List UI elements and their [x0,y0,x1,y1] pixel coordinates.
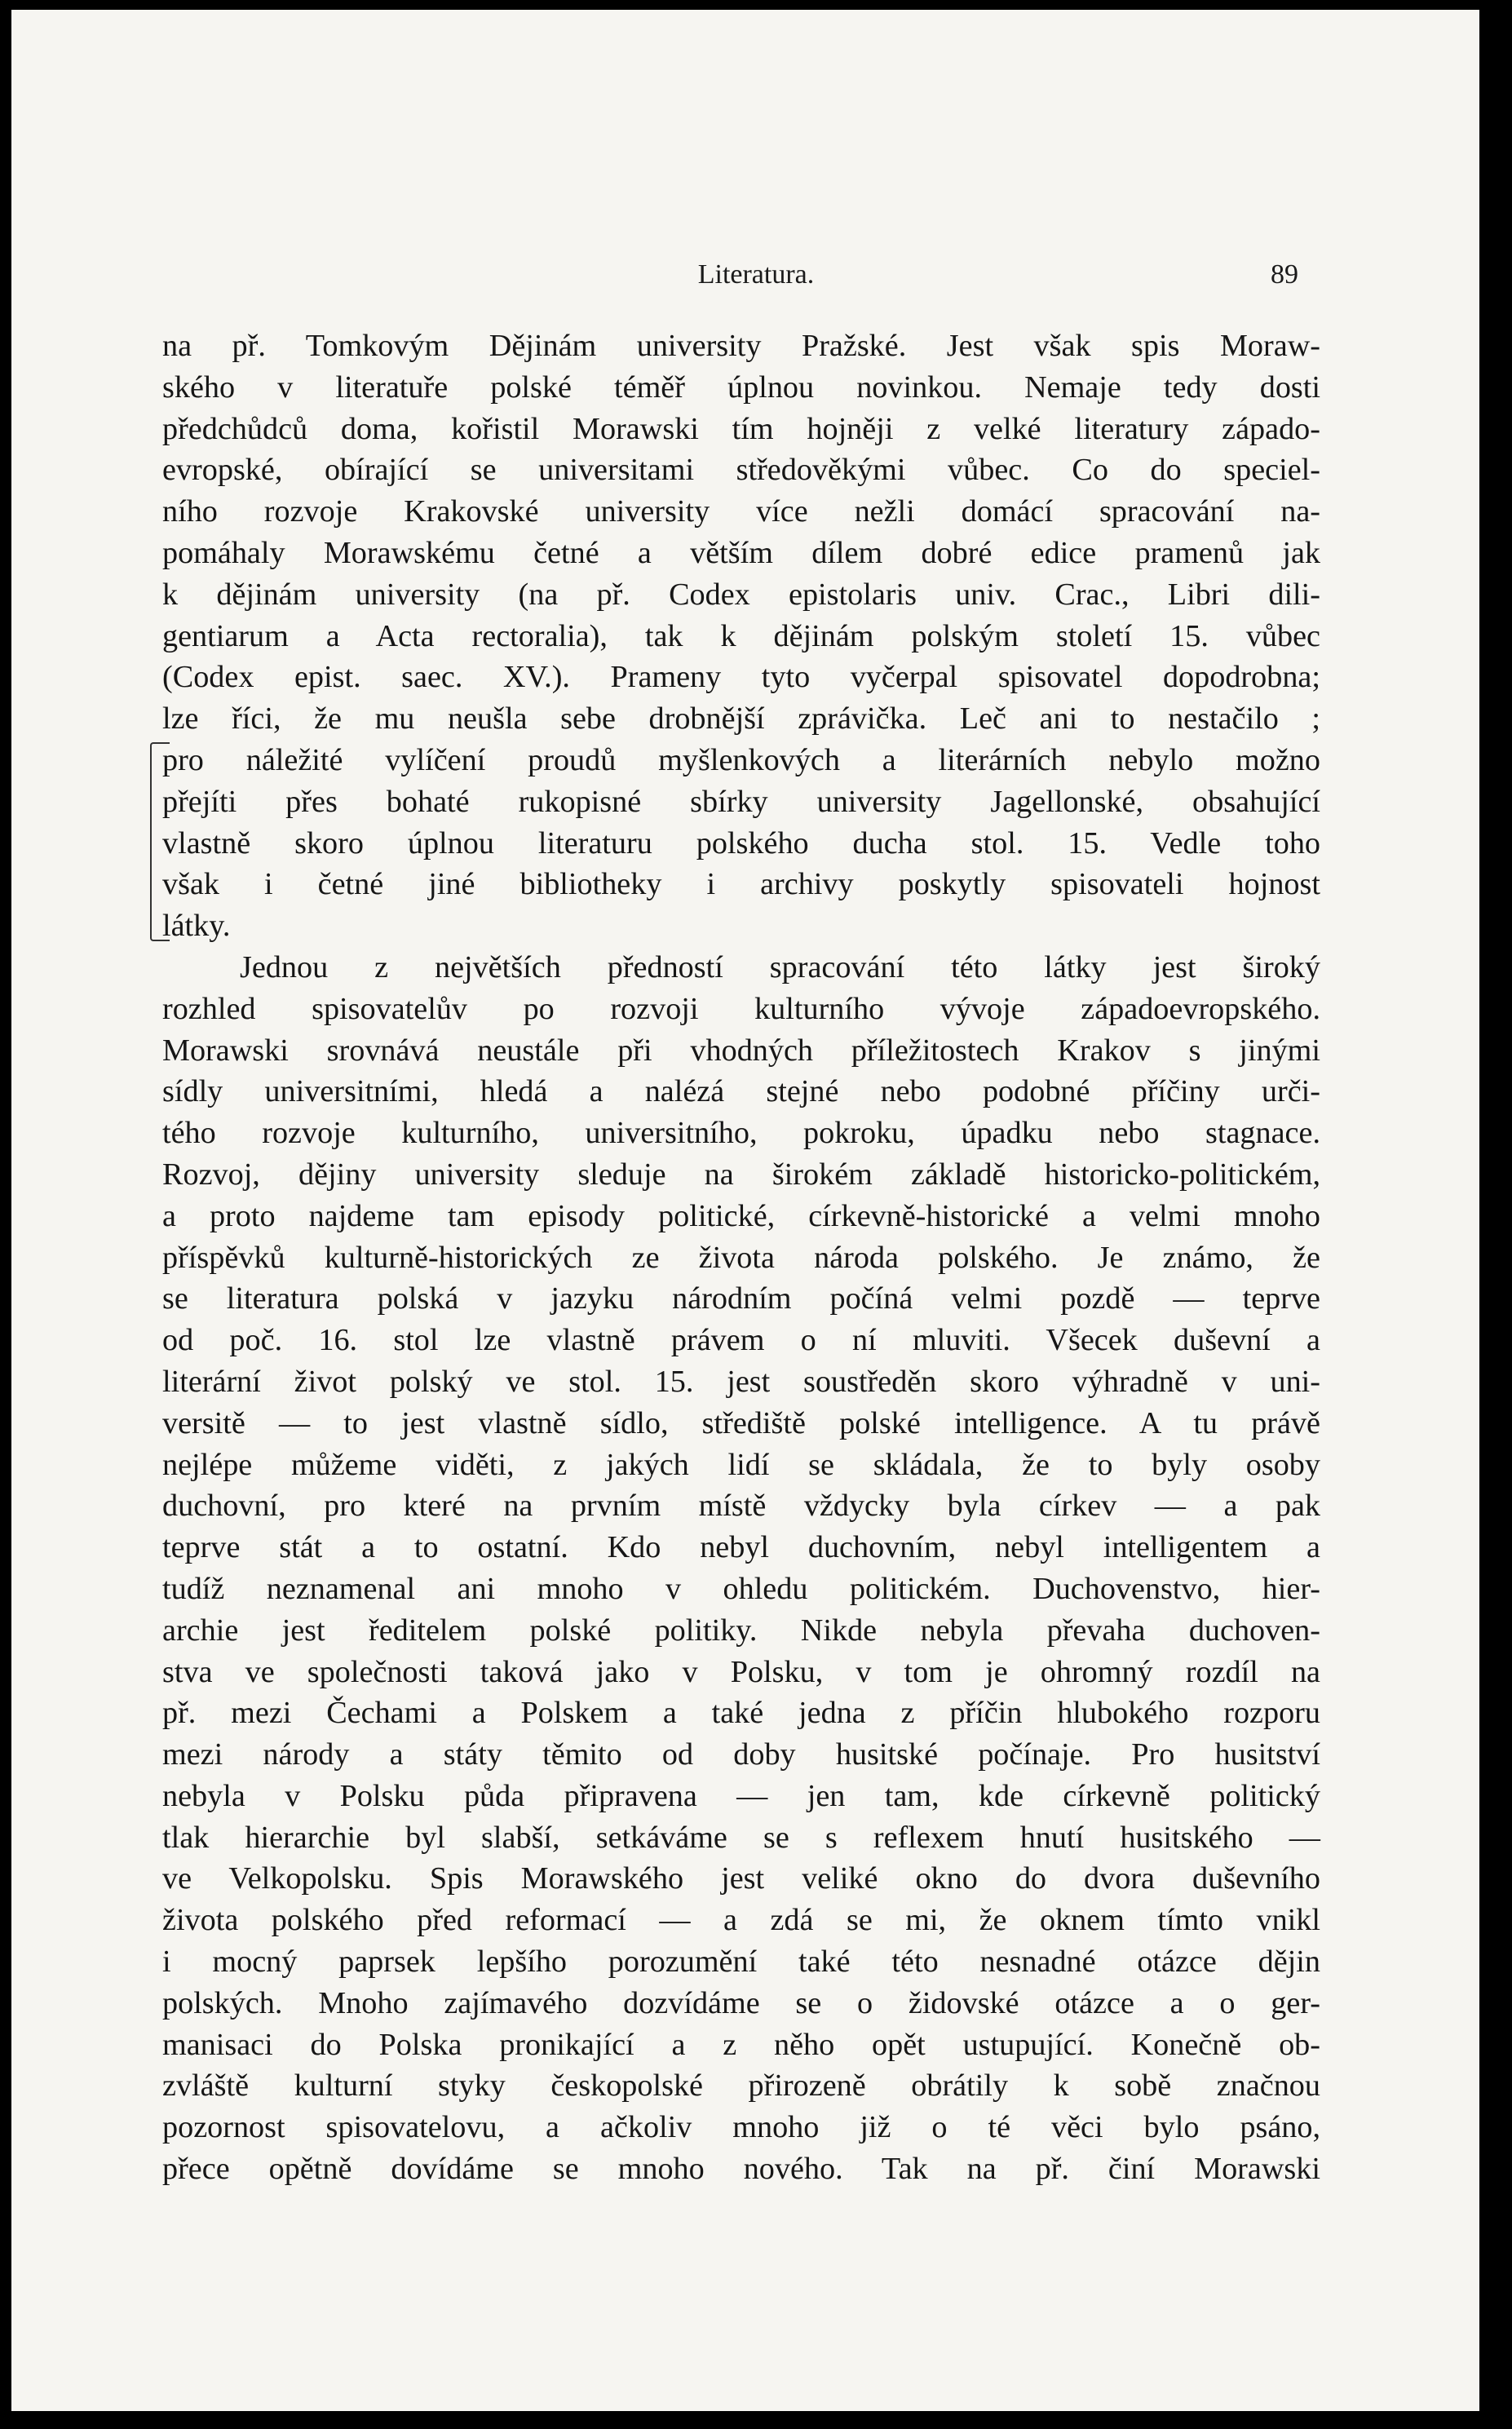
text-line: Jednou z největších předností spracování této látky jest široký [240,949,1320,984]
text-line: a proto najdeme tam episody politické, církevně-historické a velmi mnoho [162,1198,1320,1233]
text-line: vlastně skoro úplnou literaturu polského ducha stol. 15. Vedle toho [162,825,1320,861]
text-line: archie jest ředitelem polské politiky. Nikde nebyla převaha duchoven- [162,1613,1320,1648]
text-line: i mocný paprsek lepšího porozumění také této nesnadné otázce dějin [162,1945,1320,1980]
page-number: 89 [1271,259,1298,290]
text-line: manisaci do Polska pronikající a z něho opět ustupující. Konečně ob- [162,2027,1320,2062]
text-line: života polského před reformací — a zdá se mi, že oknem tímto vnikl [162,1903,1320,1938]
text-line: literární život polský ve stol. 15. jest soustředěn skoro výhradně v uni- [162,1364,1320,1399]
text-line: k dějinám university (na př. Codex epistolaris univ. Crac., Libri dili- [162,577,1320,612]
text-line: tlak hierarchie byl slabší, setkáváme se s reflexem hnutí husitského — [162,1820,1320,1855]
text-line: ního rozvoje Krakovské university více nežli domácí spracování na- [162,494,1320,529]
body-text [162,325,1320,2190]
text-line: od poč. 16. stol lze vlastně právem o ní mluviti. Všecek duševní a [162,1323,1320,1358]
text-line: tého rozvoje kulturního, universitního, pokroku, úpadku nebo stagnace. [162,1116,1320,1151]
text-line: zvláště kulturní styky českopolské přirozeně obrátily k sobě značnou [162,2068,1320,2104]
text-line: předchůdců doma, kořistil Morawski tím hojněji z velké literatury západo- [162,411,1320,446]
text-line: pomáhaly Morawskému četné a větším dílem dobré edice pramenů jak [162,535,1320,570]
text-line: nejlépe můžeme viděti, z jakých lidí se skládala, že to byly osoby [162,1447,1320,1482]
text-line: mezi národy a státy těmito od doby husitské počínaje. Pro husitství [162,1737,1320,1772]
text-line: však i četné jiné bibliotheky i archivy poskytly spisovateli hojnost [162,867,1320,902]
page-header [11,257,1479,293]
text-line: Rozvoj, dějiny university sleduje na širokém základě historicko-politickém, [162,1157,1320,1192]
text-line: stva ve společnosti taková jako v Polsku, v tom je ohromný rozdíl na [162,1654,1320,1689]
text-line: gentiarum a Acta rectoralia), tak k dějinám polským století 15. vůbec [162,618,1320,653]
text-line: přejíti přes bohaté rukopisné sbírky university Jagellonské, obsahující [162,784,1320,819]
book-page [11,10,1479,2411]
text-line: ského v literatuře polské téměř úplnou novinkou. Nemaje tedy dosti [162,369,1320,405]
text-line: versitě — to jest vlastně sídlo, střediště polské intelligence. A tu právě [162,1405,1320,1440]
text-line: přece opětně dovídáme se mnoho nového. Tak na př. činí Morawski [162,2152,1320,2187]
text-line: na př. Tomkovým Dějinám university Pražské. Jest však spis Moraw- [162,329,1320,363]
text-line: rozhled spisovatelův po rozvoji kulturního vývoje západoevropského. [162,991,1320,1026]
text-line: lze říci, že mu neušla sebe drobnější zprávička. Leč ani to nestačilo ; [162,701,1320,737]
text-line: pro náležité vylíčení proudů myšlenkových a literárních nebylo možno [162,742,1320,777]
text-line: ve Velkopolsku. Spis Morawského jest veliké okno do dvora duševního [162,1861,1320,1896]
text-line: sídly universitními, hledá a nalézá stejné nebo podobné příčiny urči- [162,1074,1320,1109]
text-line: tudíž neznamenal ani mnoho v ohledu politickém. Duchovenstvo, hier- [162,1571,1320,1606]
text-line: se literatura polská v jazyku národním počíná velmi pozdě — teprve [162,1281,1320,1316]
text-line: nebyla v Polsku půda připravena — jen tam, kde církevně politický [162,1778,1320,1813]
text-line: příspěvků kulturně-historických ze života národa polského. Je známo, že [162,1240,1320,1275]
text-line: Morawski srovnává neustále při vhodných příležitostech Krakov s jinými [162,1033,1320,1068]
text-line: př. mezi Čechami a Polskem a také jedna z příčin hlubokého rozporu [162,1696,1320,1731]
text-line: duchovní, pro které na prvním místě vždycky byla církev — a pak [162,1489,1320,1524]
text-line: evropské, obírající se universitami středověkými vůbec. Co do speciel- [162,453,1320,488]
text-line: látky. [162,909,231,944]
text-line: polských. Mnoho zajímavého dozvídáme se o židovské otázce a o ger- [162,1985,1320,2020]
text-line: (Codex epist. saec. XV.). Prameny tyto vyčerpal spisovatel dopodrobna; [162,660,1320,695]
running-title: Literatura. [697,259,815,290]
text-line: teprve stát a to ostatní. Kdo nebyl duchovním, nebyl intelligentem a [162,1530,1320,1565]
text-line: pozornost spisovatelovu, a ačkoliv mnoho již o té věci bylo psáno, [162,2110,1320,2145]
